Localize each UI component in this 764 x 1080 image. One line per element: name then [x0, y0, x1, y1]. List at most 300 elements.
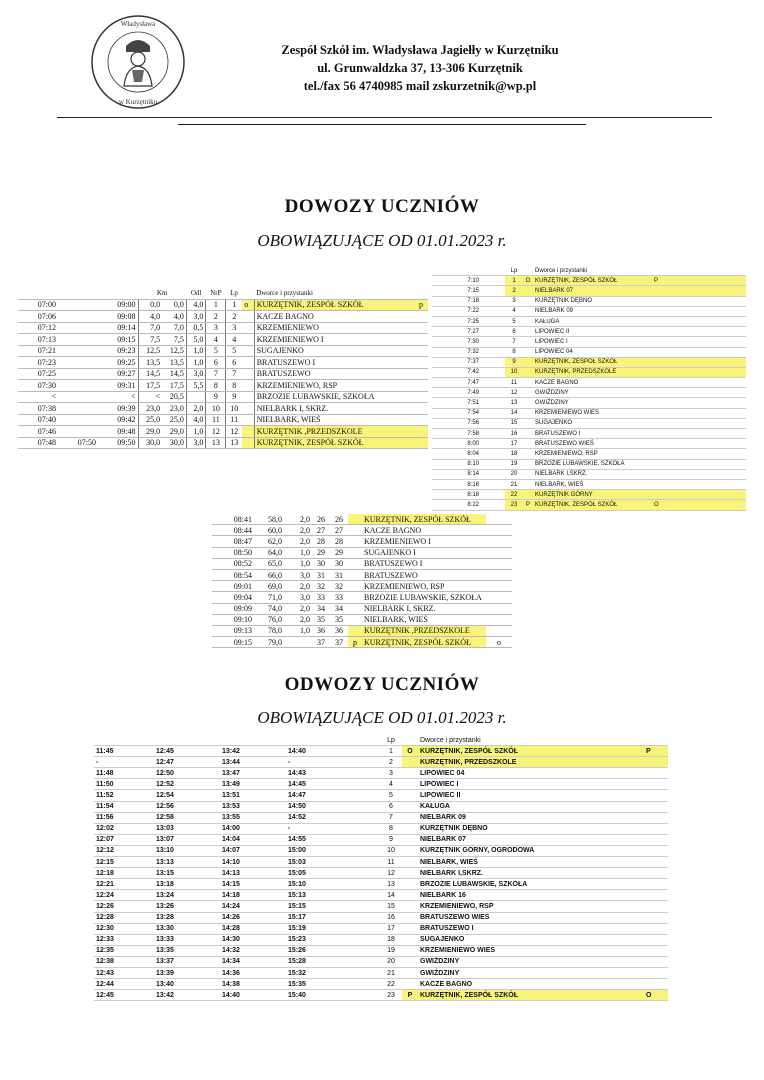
stop-name: BRATUSZEWO I	[418, 923, 644, 934]
time-col-1: 12:35	[94, 945, 154, 956]
table-row	[18, 426, 428, 438]
distance-value: 0,5	[186, 322, 206, 334]
marker	[523, 337, 533, 347]
spacer-cell	[481, 439, 505, 449]
marker-end	[414, 426, 428, 438]
header-rule-short	[178, 124, 586, 125]
stop-name: SUGAJENKO	[533, 418, 652, 428]
marker	[402, 768, 418, 779]
time-col-4: 15:00	[286, 845, 350, 856]
stop-name: KURZĘTNIK, ZESPÓŁ SZKÓŁ	[418, 990, 644, 1001]
row-number: 7	[380, 812, 402, 823]
km-value: 12,5	[138, 345, 162, 357]
time-col-3: 14:18	[220, 890, 286, 901]
stop-name: KRZEMIENIEWO WIEŚ	[533, 408, 652, 418]
table-row	[212, 547, 512, 558]
time-col-3: 14:40	[220, 990, 286, 1001]
row-number: 6	[505, 327, 523, 337]
stop-number: 5	[206, 345, 226, 357]
departure-time: 07:23	[18, 357, 58, 369]
time-col-1: -	[94, 757, 154, 768]
time-col-4: 15:40	[286, 990, 350, 1001]
departure-time: 7:51	[432, 398, 481, 408]
km-value: 14,5	[138, 368, 162, 380]
table-row	[94, 901, 668, 912]
spacer-cell	[481, 378, 505, 388]
row-number: 5	[505, 316, 523, 326]
table-row	[432, 429, 746, 439]
table-row	[94, 812, 668, 823]
time-col-4: 14:40	[286, 746, 350, 757]
stop-name: KACZE BAGNO	[362, 525, 486, 536]
departure-time: 7:15	[432, 286, 481, 296]
distance-value: 2,0	[284, 614, 312, 625]
table-row	[94, 945, 668, 956]
spacer-cell	[350, 890, 380, 901]
time-col-2: 12:52	[154, 779, 220, 790]
km-value: 13,5	[138, 357, 162, 369]
school-address: ul. Grunwaldzka 37, 13-306 Kurzętnik	[317, 61, 523, 75]
row-number: 34	[330, 603, 348, 614]
row-number: 8	[226, 380, 242, 392]
table-row	[94, 967, 668, 978]
time-col-1: 12:33	[94, 934, 154, 945]
distance-value: 2,0	[284, 536, 312, 547]
row-number: 13	[505, 398, 523, 408]
row-number: 6	[226, 357, 242, 369]
departure-time-2: 09:48	[98, 426, 138, 438]
stop-name: BRZOZIE LUBAWSKIE, SZKOŁA	[533, 459, 652, 469]
departure-time: 7:49	[432, 388, 481, 398]
table-row	[212, 637, 512, 648]
svg-text:Władysława: Władysława	[120, 20, 156, 28]
departure-time: 07:13	[18, 334, 58, 346]
time-col-2: 12:58	[154, 812, 220, 823]
spacer-cell	[350, 746, 380, 757]
row-number: 13	[226, 437, 242, 449]
departure-time: 07:38	[18, 403, 58, 415]
km-value: 30,0	[138, 437, 162, 449]
departure-time: 7:30	[432, 337, 481, 347]
departure-time: 8:16	[432, 479, 481, 489]
marker-end	[652, 357, 746, 367]
km-value-2: 12,5	[162, 345, 186, 357]
stop-name: BRATUSZEWO WIEŚ	[533, 439, 652, 449]
marker-end	[414, 357, 428, 369]
departure-time: 07:25	[18, 368, 58, 380]
spacer-cell	[481, 327, 505, 337]
marker	[402, 757, 418, 768]
row-number: 4	[505, 306, 523, 316]
row-number: 35	[330, 614, 348, 625]
time-col-2: 13:39	[154, 967, 220, 978]
table-row	[94, 845, 668, 856]
departure-time-2: 09:08	[98, 311, 138, 323]
stop-number: 8	[206, 380, 226, 392]
time-col-2: 13:13	[154, 857, 220, 868]
marker	[348, 625, 362, 636]
row-number: 1	[505, 276, 523, 286]
row-number: 9	[226, 391, 242, 403]
stop-name: LIPOWIEC II	[418, 790, 644, 801]
marker-end	[644, 768, 668, 779]
km-value: 60,0	[254, 525, 284, 536]
time-col-4: 15:23	[286, 934, 350, 945]
school-contact: tel./fax 56 4740985 mail zskurzetnik@wp.pl	[303, 79, 537, 93]
departure-time-2: 09:23	[98, 345, 138, 357]
time-col-4: -	[286, 823, 350, 834]
stop-name: KURZĘTNIK, ZESPÓŁ SZKÓŁ	[418, 746, 644, 757]
stop-name: GWIŹDZINY	[533, 388, 652, 398]
stop-name: LIPOWIEC I	[533, 337, 652, 347]
stop-number: 37	[312, 637, 330, 648]
departure-time: 7:25	[432, 316, 481, 326]
time-col-3: 13:51	[220, 790, 286, 801]
departure-time-alt	[58, 345, 98, 357]
table-row	[432, 398, 746, 408]
departure-time: 7:10	[432, 276, 481, 286]
marker: o	[242, 299, 254, 311]
stop-name: BRATUSZEWO I	[533, 429, 652, 439]
stop-number: 12	[206, 426, 226, 438]
departure-time: 08:52	[212, 558, 254, 569]
marker-end	[644, 834, 668, 845]
marker	[402, 956, 418, 967]
km-value: 17,5	[138, 380, 162, 392]
time-col-3: 14:32	[220, 945, 286, 956]
departure-time: 8:14	[432, 469, 481, 479]
stop-name: KURZĘTNIK ,PRZEDSZKOLE	[362, 625, 486, 636]
marker-end	[652, 347, 746, 357]
stop-name: KRZEMIENIEWO, RSP	[362, 581, 486, 592]
departure-time: 08:41	[212, 514, 254, 525]
spacer-cell	[481, 398, 505, 408]
km-value-2: 7,0	[162, 322, 186, 334]
stop-name: BRZOZIE LUBAWSKIE, SZKOŁA	[418, 879, 644, 890]
marker-end	[652, 388, 746, 398]
spacer-cell	[350, 945, 380, 956]
row-number: 21	[505, 479, 523, 489]
departure-time: 7:22	[432, 306, 481, 316]
time-col-1: 12:24	[94, 890, 154, 901]
row-number: 11	[226, 414, 242, 426]
row-number: 17	[380, 923, 402, 934]
marker	[523, 479, 533, 489]
row-number: 5	[380, 790, 402, 801]
departure-time: 08:44	[212, 525, 254, 536]
table-row	[94, 746, 668, 757]
stop-name: GWIŹDZINY	[533, 398, 652, 408]
time-col-2: 13:28	[154, 912, 220, 923]
stop-name: KURZĘTNIK, ZESPÓŁ SZKÓŁ	[362, 637, 486, 648]
marker-end	[652, 479, 746, 489]
row-number: 8	[505, 347, 523, 357]
time-col-4: 14:47	[286, 790, 350, 801]
km-value-2: 20,5	[162, 391, 186, 403]
stop-name: NIELBARK 09	[533, 306, 652, 316]
stop-name: KACZE BAGNO	[254, 311, 414, 323]
marker	[523, 378, 533, 388]
distance-value: 1,0	[186, 345, 206, 357]
stop-name: KRZEMIENIEWO WIEŚ	[418, 945, 644, 956]
spacer-cell	[350, 901, 380, 912]
stop-name: SUGAJENKO	[254, 345, 414, 357]
spacer-cell	[350, 823, 380, 834]
stop-name: KURZĘTNIK, ZESPÓŁ SZKÓŁ	[533, 276, 652, 286]
marker	[402, 912, 418, 923]
marker-end	[652, 490, 746, 500]
row-number: 6	[380, 801, 402, 812]
departure-time-alt	[58, 368, 98, 380]
time-col-3: 13:55	[220, 812, 286, 823]
stop-name: NIELBARK 07	[418, 834, 644, 845]
marker	[242, 334, 254, 346]
spacer-cell	[481, 337, 505, 347]
time-col-2: 12:45	[154, 746, 220, 757]
marker	[242, 357, 254, 369]
marker	[348, 547, 362, 558]
marker-end	[652, 378, 746, 388]
time-col-3: 14:13	[220, 868, 286, 879]
time-col-2: 12:54	[154, 790, 220, 801]
table-row	[432, 286, 746, 296]
spacer-cell	[481, 357, 505, 367]
time-col-3: 14:38	[220, 979, 286, 990]
row-number: 11	[380, 857, 402, 868]
departure-time: 07:40	[18, 414, 58, 426]
row-number: 33	[330, 592, 348, 603]
marker-end	[644, 979, 668, 990]
time-col-1: 11:54	[94, 801, 154, 812]
marker: p	[348, 637, 362, 648]
time-col-3: 13:42	[220, 746, 286, 757]
time-col-3: 13:47	[220, 768, 286, 779]
table-row	[94, 823, 668, 834]
marker-end	[652, 367, 746, 377]
stop-number: 30	[312, 558, 330, 569]
marker	[523, 296, 533, 306]
stop-name: LIPOWIEC II	[533, 327, 652, 337]
stop-number: 27	[312, 525, 330, 536]
distance-value: 1,0	[186, 426, 206, 438]
km-value-2: 23,0	[162, 403, 186, 415]
departure-time-2: 09:31	[98, 380, 138, 392]
distance-value: 2,0	[284, 525, 312, 536]
time-col-2: 13:03	[154, 823, 220, 834]
time-col-4: 15:03	[286, 857, 350, 868]
row-number: 9	[505, 357, 523, 367]
time-col-1: 11:52	[94, 790, 154, 801]
marker-end	[486, 625, 512, 636]
marker	[402, 934, 418, 945]
marker	[348, 558, 362, 569]
marker	[523, 429, 533, 439]
dowozy-table-3	[212, 514, 512, 648]
row-number: 2	[380, 757, 402, 768]
km-value-2: 29,0	[162, 426, 186, 438]
stop-name: BRZOZIE LUBAWSKIE, SZKOŁA	[254, 391, 414, 403]
table-row	[212, 514, 512, 525]
time-col-2: 13:26	[154, 901, 220, 912]
row-number: 3	[226, 322, 242, 334]
row-number: 5	[226, 345, 242, 357]
marker	[348, 569, 362, 580]
km-value: 58,0	[254, 514, 284, 525]
spacer-cell	[350, 779, 380, 790]
departure-time-2: 09:39	[98, 403, 138, 415]
table-row	[18, 311, 428, 323]
spacer-cell	[481, 276, 505, 286]
spacer-cell	[350, 990, 380, 1001]
time-col-1: 12:18	[94, 868, 154, 879]
table-row	[432, 449, 746, 459]
departure-time: 7:27	[432, 327, 481, 337]
marker-end	[644, 757, 668, 768]
table-row	[94, 868, 668, 879]
marker-end	[644, 868, 668, 879]
stop-name: NIELBARK 09	[418, 812, 644, 823]
stop-name: NIELBARK I, SKRZ.	[362, 603, 486, 614]
time-col-4: 14:43	[286, 768, 350, 779]
distance-value: 2,0	[284, 514, 312, 525]
departure-time: 09:13	[212, 625, 254, 636]
spacer-cell	[350, 879, 380, 890]
stop-name: BRATUSZEWO	[254, 368, 414, 380]
km-value: 7,0	[138, 322, 162, 334]
departure-time: 7:58	[432, 429, 481, 439]
departure-time: 09:01	[212, 581, 254, 592]
departure-time-alt	[58, 311, 98, 323]
time-col-1: 12:28	[94, 912, 154, 923]
stop-name: KAŁUGA	[418, 801, 644, 812]
row-number: 1	[380, 746, 402, 757]
marker-end	[644, 912, 668, 923]
row-number: 18	[505, 449, 523, 459]
table-row	[94, 801, 668, 812]
marker	[242, 368, 254, 380]
row-number: 22	[380, 979, 402, 990]
departure-time: 07:12	[18, 322, 58, 334]
departure-time: 7:54	[432, 408, 481, 418]
table-row	[212, 603, 512, 614]
marker	[402, 901, 418, 912]
table-row	[94, 979, 668, 990]
stop-number: 13	[206, 437, 226, 449]
spacer-cell	[481, 296, 505, 306]
time-col-1: 12:02	[94, 823, 154, 834]
stop-name: NIELBARK, WIEŚ	[533, 479, 652, 489]
departure-time: 07:30	[18, 380, 58, 392]
departure-time-2: 09:00	[98, 299, 138, 311]
dowozy-table-2	[432, 266, 746, 511]
marker-end	[644, 790, 668, 801]
stop-number: 26	[312, 514, 330, 525]
row-number: 19	[380, 945, 402, 956]
stop-name: KURZĘTNIK GÓRNY	[533, 490, 652, 500]
distance-value: 4,0	[186, 299, 206, 311]
departure-time-alt: 07:50	[58, 437, 98, 449]
time-col-2: 13:33	[154, 934, 220, 945]
marker	[523, 388, 533, 398]
marker	[348, 525, 362, 536]
km-value: 7,5	[138, 334, 162, 346]
time-col-1: 12:38	[94, 956, 154, 967]
stop-number: 9	[206, 391, 226, 403]
time-col-1: 11:48	[94, 768, 154, 779]
departure-time-alt	[58, 391, 98, 403]
time-col-3: 14:36	[220, 967, 286, 978]
time-col-3: 14:34	[220, 956, 286, 967]
stop-name: KAŁUGA	[533, 316, 652, 326]
time-col-3: 13:44	[220, 757, 286, 768]
stop-name: KURZĘTNIK, PRZEDSZKOLE	[533, 367, 652, 377]
stop-name: KURZĘTNIK GÓRNY, OGRODOWA	[418, 845, 644, 856]
table-row	[212, 581, 512, 592]
marker-end	[652, 418, 746, 428]
time-col-3: 14:07	[220, 845, 286, 856]
stop-name: KRZEMIENIEWO I	[362, 536, 486, 547]
stop-name: BRATUSZEWO I	[362, 558, 486, 569]
distance-value: 3,0	[186, 368, 206, 380]
row-number: 7	[226, 368, 242, 380]
km-value: 23,0	[138, 403, 162, 415]
marker-end	[652, 296, 746, 306]
table-row	[432, 459, 746, 469]
stop-number: 1	[206, 299, 226, 311]
school-name: Zespół Szkół im. Władysława Jagiełły w Kurzętniku	[281, 43, 559, 57]
departure-time: 07:21	[18, 345, 58, 357]
stop-number: 10	[206, 403, 226, 415]
table-row	[94, 834, 668, 845]
marker-end	[414, 391, 428, 403]
stops-header: Dworce i przystanki	[533, 266, 652, 276]
stop-number: 36	[312, 625, 330, 636]
table-row	[18, 380, 428, 392]
marker-end: p	[414, 299, 428, 311]
stop-name: KURZĘTNIK ,PRZEDSZKOLE	[254, 426, 414, 438]
marker-end	[652, 398, 746, 408]
table-row	[18, 334, 428, 346]
departure-time: 7:47	[432, 378, 481, 388]
header-rule	[57, 117, 712, 118]
stop-name: KURZĘTNIK, ZESPÓŁ SZKÓŁ	[254, 299, 414, 311]
time-col-1: 12:43	[94, 967, 154, 978]
row-number: 19	[505, 459, 523, 469]
marker	[523, 306, 533, 316]
row-number: 29	[330, 547, 348, 558]
distance-value: 2,0	[284, 581, 312, 592]
departure-time-alt	[58, 334, 98, 346]
marker	[402, 979, 418, 990]
departure-time-alt	[58, 426, 98, 438]
table-row	[94, 790, 668, 801]
marker	[523, 459, 533, 469]
marker	[242, 437, 254, 449]
table-row	[212, 569, 512, 580]
km-value: 4,0	[138, 311, 162, 323]
row-number: 23	[380, 990, 402, 1001]
stop-name: BRATUSZEWO WIEŚ	[418, 912, 644, 923]
marker-end	[644, 967, 668, 978]
marker-end	[644, 823, 668, 834]
km-value: 71,0	[254, 592, 284, 603]
stop-name: NIELBARK, WIEŚ	[418, 857, 644, 868]
time-col-2: 13:24	[154, 890, 220, 901]
departure-time: 07:06	[18, 311, 58, 323]
stops-header: Dworce i przystanki	[254, 288, 414, 299]
marker	[348, 614, 362, 625]
km-value-2: 13,5	[162, 357, 186, 369]
